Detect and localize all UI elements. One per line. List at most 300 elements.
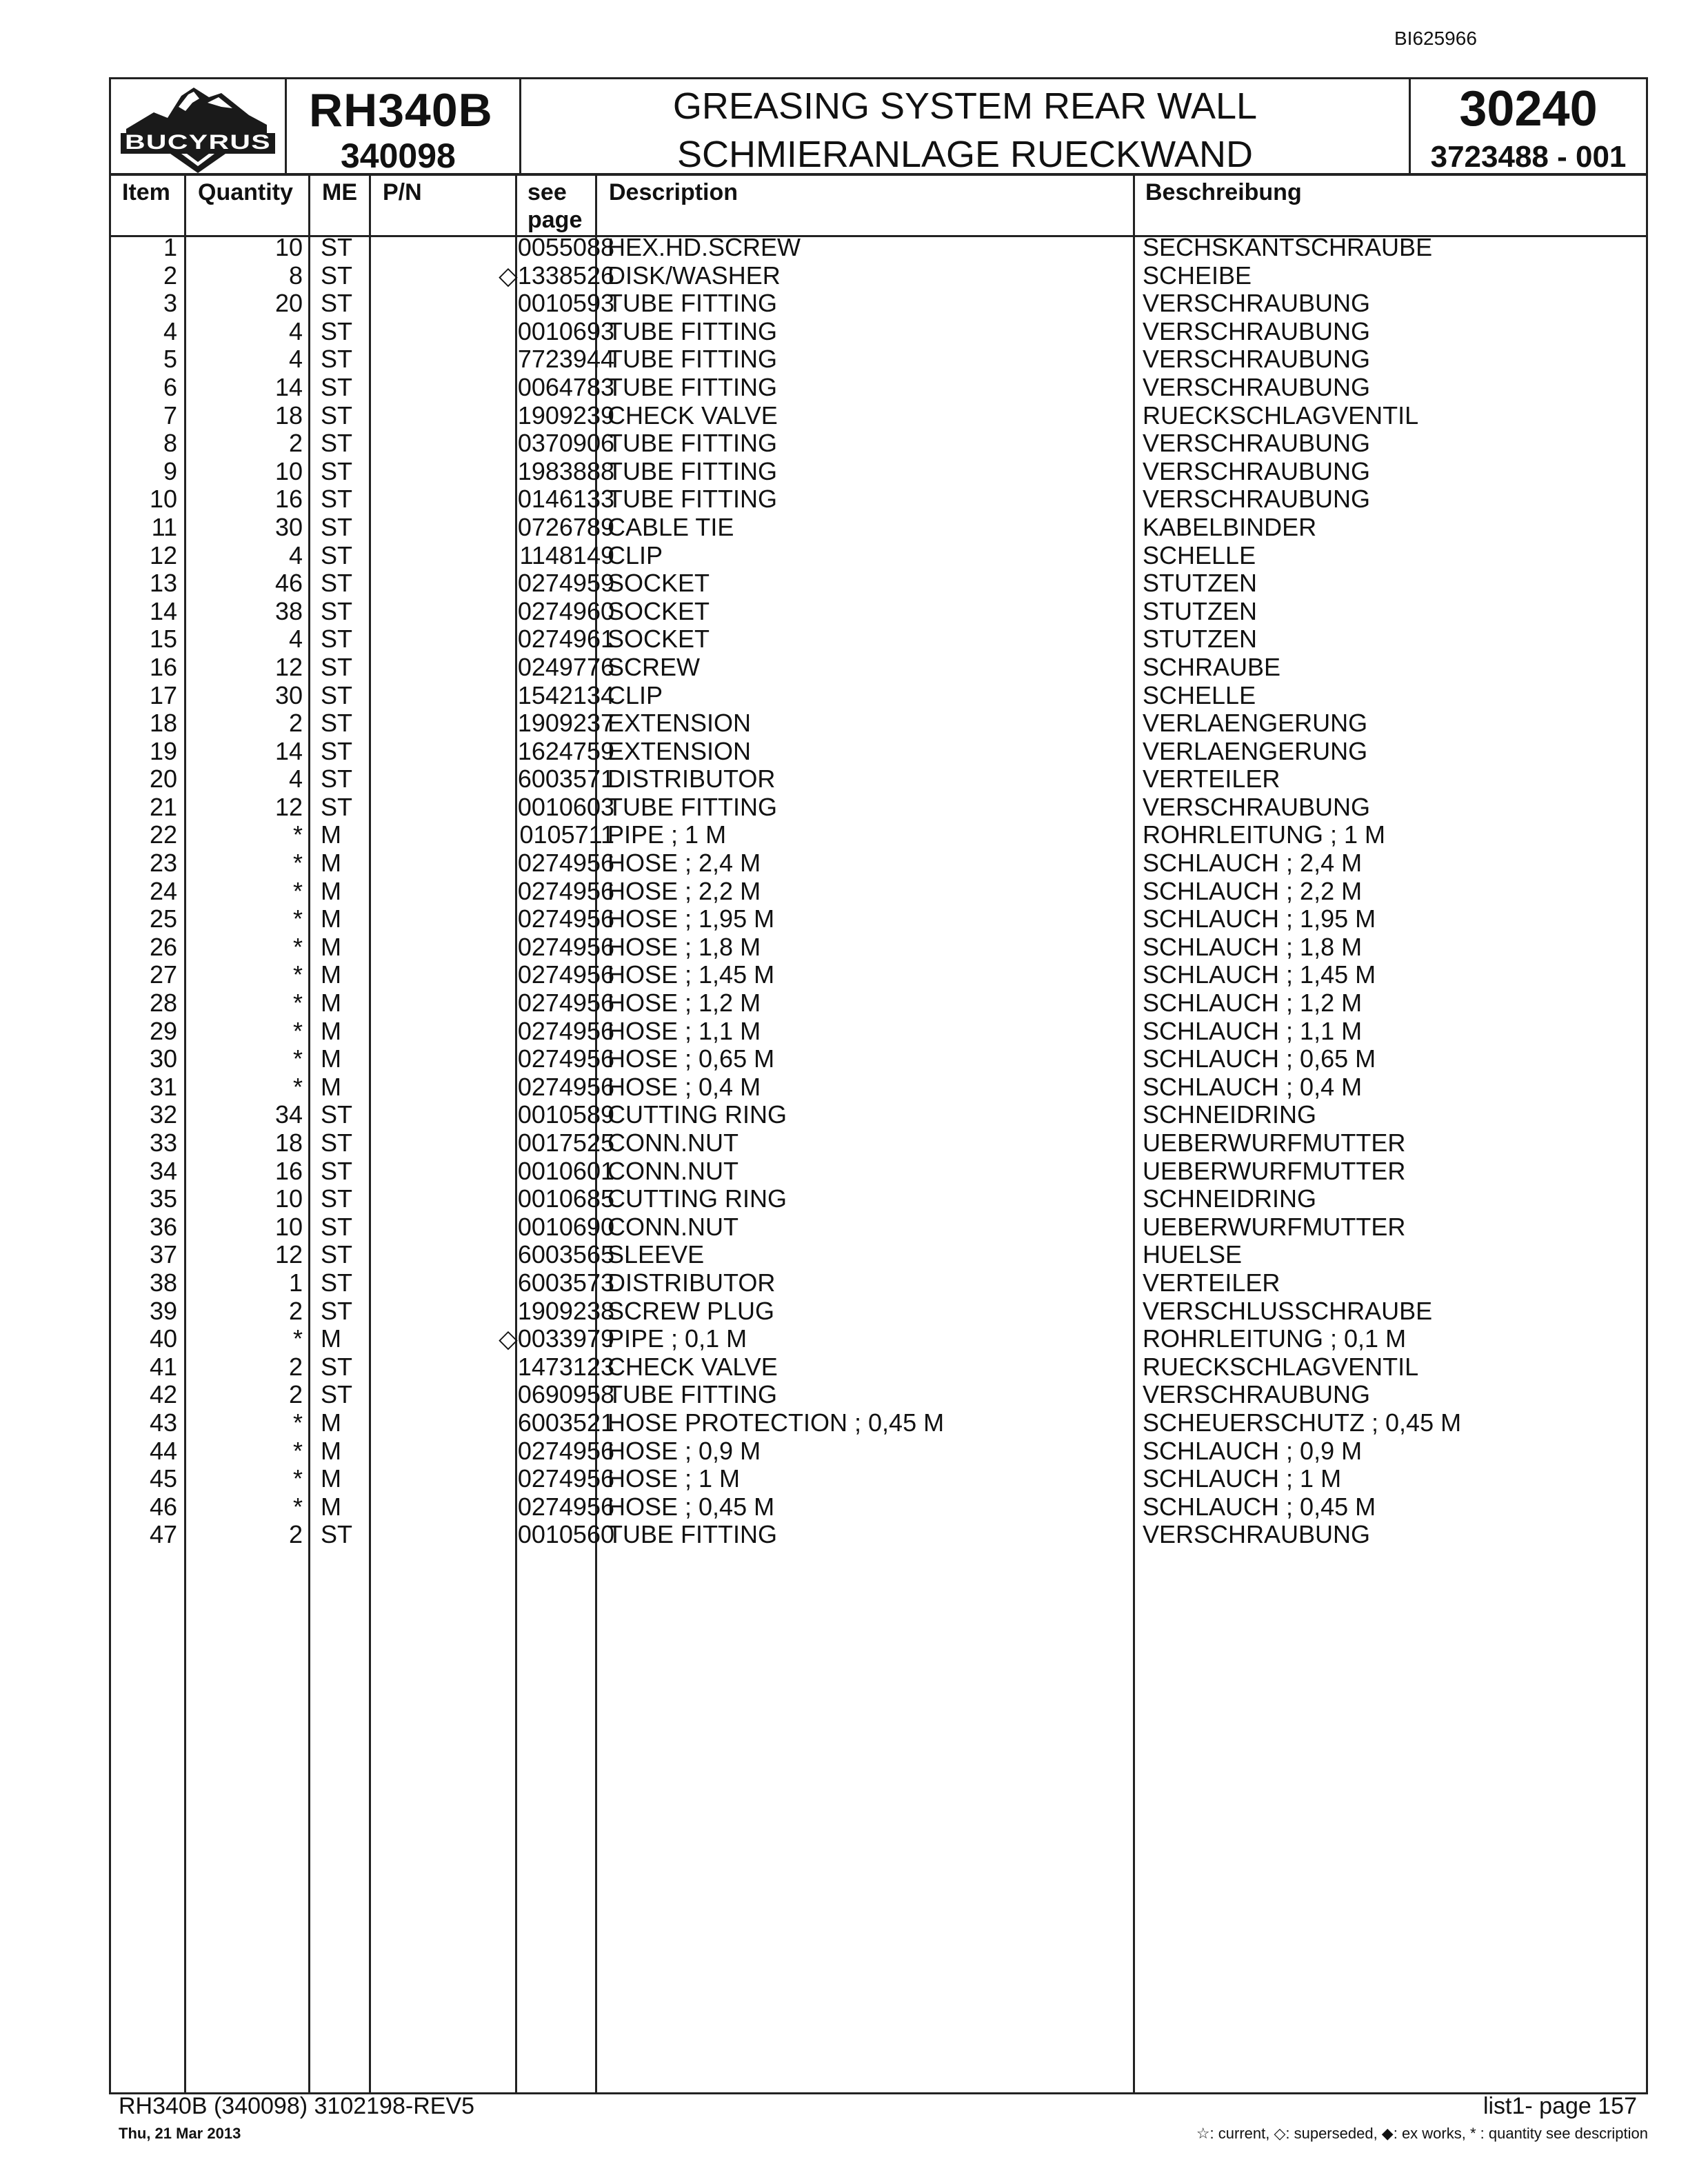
- logo-cell: [111, 79, 287, 173]
- cell-part-number: ◇1338526: [499, 261, 614, 290]
- cell-beschreibung: VERLAENGERUNG: [1143, 736, 1368, 765]
- cell-me: ST: [321, 261, 353, 290]
- cell-item: 36: [149, 1212, 177, 1241]
- cell-beschreibung: SCHNEIDRING: [1143, 1100, 1317, 1129]
- cell-me: ST: [321, 1352, 353, 1381]
- table-row: [111, 598, 1646, 626]
- cell-item: 6: [163, 372, 177, 401]
- cell-item: 46: [149, 1492, 177, 1521]
- cell-me: M: [321, 1436, 341, 1465]
- cell-part-number: 0274956: [517, 1492, 614, 1521]
- cell-part-number: 0274956: [517, 1044, 614, 1073]
- cell-part-number: 0274956: [517, 1436, 614, 1465]
- cell-item: 40: [149, 1324, 177, 1353]
- cell-item: 42: [149, 1380, 177, 1409]
- cell-item: 9: [163, 456, 177, 485]
- cell-description: HOSE ; 1 M: [607, 1464, 741, 1493]
- table-row: [111, 1073, 1646, 1102]
- table-row: [111, 485, 1646, 514]
- cell-item: 16: [149, 652, 177, 681]
- footer-reference: RH340B (340098) 3102198-REV5: [119, 2093, 475, 2119]
- cell-part-number: 0274956: [517, 849, 614, 878]
- cell-item: 17: [149, 680, 177, 709]
- cell-description: TUBE FITTING: [607, 289, 777, 318]
- cell-quantity: 2: [288, 709, 303, 738]
- cell-item: 20: [149, 765, 177, 793]
- cell-quantity: *: [292, 876, 303, 905]
- cell-quantity: 34: [274, 1100, 303, 1129]
- cell-quantity: *: [292, 849, 303, 878]
- cell-description: SCREW: [607, 652, 700, 681]
- cell-me: M: [321, 960, 341, 989]
- cell-item: 24: [149, 876, 177, 905]
- cell-me: ST: [321, 709, 353, 738]
- cell-description: CONN.NUT: [607, 1129, 738, 1157]
- cell-description: HOSE ; 1,95 M: [607, 904, 775, 933]
- cell-me: ST: [321, 680, 353, 709]
- cell-quantity: 38: [274, 596, 303, 625]
- cell-beschreibung: VERSCHRAUBUNG: [1143, 345, 1371, 374]
- cell-part-number: ◇0033979: [499, 1324, 614, 1353]
- model-name: RH340B: [309, 84, 493, 136]
- cell-me: ST: [321, 596, 353, 625]
- cell-item: 13: [149, 569, 177, 598]
- cell-beschreibung: VERSCHLUSSCHRAUBE: [1143, 1296, 1433, 1325]
- cell-description: SLEEVE: [607, 1240, 705, 1269]
- table-row: [111, 905, 1646, 933]
- table-row: [111, 1493, 1646, 1521]
- cell-item: 39: [149, 1296, 177, 1325]
- cell-part-number: 0017525: [517, 1129, 614, 1157]
- cell-quantity: 12: [274, 652, 303, 681]
- cell-me: M: [321, 876, 341, 905]
- bucyrus-logo: [111, 79, 285, 175]
- cell-part-number: 0274956: [517, 932, 614, 961]
- cell-description: SOCKET: [607, 596, 710, 625]
- table-row: [111, 1157, 1646, 1186]
- cell-item: 37: [149, 1240, 177, 1269]
- table-row: [111, 1101, 1646, 1129]
- cell-quantity: 16: [274, 1156, 303, 1185]
- cell-beschreibung: SCHNEIDRING: [1143, 1184, 1317, 1213]
- cell-beschreibung: SCHLAUCH ; 1,1 M: [1143, 1016, 1363, 1045]
- cell-me: ST: [321, 485, 353, 514]
- cell-description: TUBE FITTING: [607, 429, 777, 458]
- cell-beschreibung: SCHLAUCH ; 0,45 M: [1143, 1492, 1376, 1521]
- model-cell: [287, 79, 521, 173]
- cell-part-number: 0370906: [517, 429, 614, 458]
- cell-me: ST: [321, 792, 353, 821]
- cell-me: ST: [321, 1268, 353, 1297]
- table-row: [111, 514, 1646, 542]
- cell-item: 15: [149, 625, 177, 654]
- cell-description: CUTTING RING: [607, 1100, 787, 1129]
- cell-beschreibung: STUTZEN: [1143, 569, 1257, 598]
- cell-beschreibung: VERSCHRAUBUNG: [1143, 1520, 1371, 1549]
- cell-part-number: 0274959: [517, 569, 614, 598]
- cell-me: ST: [321, 456, 353, 485]
- table-row: [111, 458, 1646, 486]
- cell-beschreibung: SCHLAUCH ; 1,8 M: [1143, 932, 1363, 961]
- cell-item: 4: [163, 316, 177, 345]
- cell-item: 41: [149, 1352, 177, 1381]
- cell-description: TUBE FITTING: [607, 1520, 777, 1549]
- table-row: [111, 878, 1646, 906]
- cell-beschreibung: SCHLAUCH ; 2,4 M: [1143, 849, 1363, 878]
- cell-part-number: 0249776: [517, 652, 614, 681]
- cell-quantity: *: [292, 1492, 303, 1521]
- table-row: [111, 1297, 1646, 1326]
- table-row: [111, 1521, 1646, 1549]
- cell-me: ST: [321, 765, 353, 793]
- parts-table: [109, 174, 1648, 2094]
- cell-item: 23: [149, 849, 177, 878]
- cell-quantity: 2: [288, 429, 303, 458]
- cell-item: 35: [149, 1184, 177, 1213]
- footer-page: list1- page 157: [1483, 2093, 1637, 2119]
- cell-me: M: [321, 904, 341, 933]
- table-row: [111, 1353, 1646, 1382]
- cell-beschreibung: VERLAENGERUNG: [1143, 709, 1368, 738]
- cell-part-number: 0726789: [517, 512, 614, 541]
- table-row: [111, 961, 1646, 989]
- cell-description: TUBE FITTING: [607, 372, 777, 401]
- cell-me: M: [321, 1464, 341, 1493]
- cell-quantity: *: [292, 989, 303, 1018]
- table-row: [111, 1381, 1646, 1409]
- cell-me: ST: [321, 429, 353, 458]
- cell-beschreibung: SCHEUERSCHUTZ ; 0,45 M: [1143, 1408, 1462, 1437]
- cell-item: 38: [149, 1268, 177, 1297]
- cell-part-number: 6003521: [517, 1408, 614, 1437]
- table-row: [111, 234, 1646, 262]
- drawing-number: 3723488 - 001: [1430, 140, 1627, 174]
- group-number: 30240: [1459, 81, 1598, 136]
- cell-description: TUBE FITTING: [607, 456, 777, 485]
- cell-item: 30: [149, 1044, 177, 1073]
- table-row: [111, 738, 1646, 766]
- cell-description: CONN.NUT: [607, 1212, 738, 1241]
- cell-description: HEX.HD.SCREW: [607, 233, 801, 261]
- cell-part-number: 0010693: [517, 316, 614, 345]
- cell-quantity: 4: [288, 625, 303, 654]
- cell-description: TUBE FITTING: [607, 485, 777, 514]
- cell-item: 32: [149, 1100, 177, 1129]
- cell-quantity: *: [292, 820, 303, 849]
- cell-beschreibung: UEBERWURFMUTTER: [1143, 1212, 1406, 1241]
- table-row: [111, 821, 1646, 849]
- cell-beschreibung: SCHLAUCH ; 2,2 M: [1143, 876, 1363, 905]
- cell-me: M: [321, 1072, 341, 1101]
- cell-quantity: 18: [274, 401, 303, 429]
- table-row: [111, 793, 1646, 822]
- cell-description: TUBE FITTING: [607, 792, 777, 821]
- cell-beschreibung: UEBERWURFMUTTER: [1143, 1156, 1406, 1185]
- cell-beschreibung: VERSCHRAUBUNG: [1143, 1380, 1371, 1409]
- cell-description: TUBE FITTING: [607, 345, 777, 374]
- col-header-pn: P/N: [383, 179, 422, 205]
- cell-quantity: *: [292, 1464, 303, 1493]
- table-row: [111, 374, 1646, 402]
- cell-quantity: 10: [274, 456, 303, 485]
- cell-beschreibung: VERSCHRAUBUNG: [1143, 289, 1371, 318]
- cell-beschreibung: VERTEILER: [1143, 1268, 1280, 1297]
- cell-beschreibung: SCHLAUCH ; 1,95 M: [1143, 904, 1376, 933]
- col-header-me: ME: [322, 179, 357, 205]
- cell-me: ST: [321, 1212, 353, 1241]
- cell-item: 28: [149, 989, 177, 1018]
- cell-me: ST: [321, 1100, 353, 1129]
- table-row: [111, 1185, 1646, 1213]
- cell-me: ST: [321, 1240, 353, 1269]
- cell-me: ST: [321, 1520, 353, 1549]
- cell-me: ST: [321, 233, 353, 261]
- cell-quantity: 12: [274, 1240, 303, 1269]
- table-row: [111, 1213, 1646, 1242]
- cell-me: ST: [321, 540, 353, 569]
- cell-description: CUTTING RING: [607, 1184, 787, 1213]
- table-row: [111, 625, 1646, 654]
- cell-beschreibung: HUELSE: [1143, 1240, 1243, 1269]
- cell-quantity: 10: [274, 233, 303, 261]
- cell-item: 10: [149, 485, 177, 514]
- cell-part-number: 0274956: [517, 1016, 614, 1045]
- cell-me: M: [321, 1408, 341, 1437]
- cell-quantity: *: [292, 904, 303, 933]
- cell-beschreibung: VERSCHRAUBUNG: [1143, 316, 1371, 345]
- cell-item: 21: [149, 792, 177, 821]
- cell-me: ST: [321, 736, 353, 765]
- table-row: [111, 290, 1646, 318]
- title-german: SCHMIERANLAGE RUECKWAND: [676, 134, 1254, 175]
- cell-quantity: 8: [288, 261, 303, 290]
- table-row: [111, 765, 1646, 793]
- doc-id: BI625966: [1394, 28, 1477, 49]
- cell-me: ST: [321, 625, 353, 654]
- cell-description: HOSE ; 1,8 M: [607, 932, 761, 961]
- cell-item: 29: [149, 1016, 177, 1045]
- cell-part-number: 6003573: [517, 1268, 614, 1297]
- cell-quantity: *: [292, 1324, 303, 1353]
- cell-item: 43: [149, 1408, 177, 1437]
- cell-quantity: 14: [274, 736, 303, 765]
- cell-quantity: 2: [288, 1380, 303, 1409]
- cell-beschreibung: SCHLAUCH ; 0,65 M: [1143, 1044, 1376, 1073]
- cell-me: M: [321, 1492, 341, 1521]
- table-row: [111, 1269, 1646, 1297]
- cell-part-number: 0274960: [517, 596, 614, 625]
- cell-part-number: 1624759: [517, 736, 614, 765]
- cell-item: 7: [163, 401, 177, 429]
- cell-part-number: 0274956: [517, 904, 614, 933]
- cell-me: ST: [321, 652, 353, 681]
- cell-me: ST: [321, 345, 353, 374]
- cell-beschreibung: VERSCHRAUBUNG: [1143, 485, 1371, 514]
- cell-part-number: 0010690: [517, 1212, 614, 1241]
- cell-me: ST: [321, 1129, 353, 1157]
- cell-part-number: 6003571: [517, 765, 614, 793]
- cell-me: ST: [321, 401, 353, 429]
- cell-me: ST: [321, 1156, 353, 1185]
- cell-quantity: 10: [274, 1212, 303, 1241]
- cell-beschreibung: UEBERWURFMUTTER: [1143, 1129, 1406, 1157]
- cell-beschreibung: VERTEILER: [1143, 765, 1280, 793]
- cell-item: 11: [151, 512, 177, 541]
- cell-description: DISK/WASHER: [607, 261, 781, 290]
- cell-item: 44: [149, 1436, 177, 1465]
- cell-item: 5: [163, 345, 177, 374]
- cell-part-number: 0274956: [517, 1464, 614, 1493]
- cell-quantity: 4: [288, 765, 303, 793]
- cell-part-number: 1473123: [517, 1352, 614, 1381]
- cell-description: EXTENSION: [607, 709, 752, 738]
- cell-item: 14: [149, 596, 177, 625]
- cell-description: HOSE ; 0,9 M: [607, 1436, 761, 1465]
- cell-me: ST: [321, 316, 353, 345]
- table-row: [111, 318, 1646, 346]
- number-cell: [1411, 79, 1646, 173]
- cell-part-number: 0010589: [517, 1100, 614, 1129]
- col-header-see: see: [528, 179, 567, 205]
- cell-part-number: 0064783: [517, 372, 614, 401]
- cell-beschreibung: SCHLAUCH ; 0,9 M: [1143, 1436, 1363, 1465]
- table-row: [111, 654, 1646, 682]
- cell-me: ST: [321, 569, 353, 598]
- cell-beschreibung: VERSCHRAUBUNG: [1143, 372, 1371, 401]
- cell-item: 25: [149, 904, 177, 933]
- cell-item: 2: [163, 261, 177, 290]
- table-row: [111, 1409, 1646, 1437]
- model-number: 340098: [341, 136, 456, 175]
- table-row: [111, 262, 1646, 290]
- cell-item: 12: [149, 540, 177, 569]
- cell-beschreibung: SCHLAUCH ; 0,4 M: [1143, 1072, 1363, 1101]
- cell-beschreibung: SCHLAUCH ; 1,2 M: [1143, 989, 1363, 1018]
- cell-item: 27: [149, 960, 177, 989]
- cell-quantity: *: [292, 932, 303, 961]
- cell-quantity: 14: [274, 372, 303, 401]
- cell-beschreibung: SCHELLE: [1143, 680, 1256, 709]
- cell-quantity: 30: [274, 680, 303, 709]
- cell-part-number: 0274956: [517, 876, 614, 905]
- table-row: [111, 849, 1646, 878]
- table-row: [111, 709, 1646, 738]
- col-header-beschreibung: Beschreibung: [1145, 179, 1302, 205]
- cell-beschreibung: ROHRLEITUNG ; 0,1 M: [1143, 1324, 1407, 1353]
- svg-text:BUCYRUS: BUCYRUS: [125, 131, 271, 154]
- cell-description: TUBE FITTING: [607, 1380, 777, 1409]
- cell-description: PIPE ; 0,1 M: [607, 1324, 747, 1353]
- table-row: [111, 1437, 1646, 1466]
- cell-part-number: 1909239: [517, 401, 614, 429]
- cell-item: 33: [149, 1129, 177, 1157]
- cell-quantity: 20: [274, 289, 303, 318]
- cell-part-number: 0010685: [517, 1184, 614, 1213]
- cell-quantity: *: [292, 1408, 303, 1437]
- cell-part-number: 0105711: [519, 820, 614, 849]
- cell-item: 31: [149, 1072, 177, 1101]
- cell-me: M: [321, 1324, 341, 1353]
- cell-description: CLIP: [607, 680, 663, 709]
- table-row: [111, 542, 1646, 570]
- cell-part-number: 6003565: [517, 1240, 614, 1269]
- cell-item: 45: [149, 1464, 177, 1493]
- cell-part-number: 1983888: [517, 456, 614, 485]
- col-header-page: page: [528, 207, 583, 233]
- cell-quantity: 1: [288, 1268, 303, 1297]
- cell-me: M: [321, 1044, 341, 1073]
- cell-beschreibung: SCHEIBE: [1143, 261, 1252, 290]
- table-row: [111, 1465, 1646, 1493]
- cell-item: 1: [163, 233, 177, 261]
- cell-item: 34: [149, 1156, 177, 1185]
- cell-part-number: 0274961: [517, 625, 614, 654]
- cell-description: SOCKET: [607, 625, 710, 654]
- cell-item: 19: [149, 736, 177, 765]
- table-row: [111, 402, 1646, 430]
- cell-me: M: [321, 932, 341, 961]
- cell-part-number: 1909237: [517, 709, 614, 738]
- cell-item: 22: [149, 820, 177, 849]
- cell-quantity: 16: [274, 485, 303, 514]
- cell-beschreibung: SCHLAUCH ; 1 M: [1143, 1464, 1342, 1493]
- cell-description: TUBE FITTING: [607, 316, 777, 345]
- cell-part-number: 1542134: [517, 680, 614, 709]
- table-row: [111, 1129, 1646, 1157]
- cell-quantity: 4: [288, 540, 303, 569]
- cell-me: ST: [321, 372, 353, 401]
- cell-description: HOSE PROTECTION ; 0,45 M: [607, 1408, 945, 1437]
- cell-part-number: 0010560: [517, 1520, 614, 1549]
- table-row: [111, 933, 1646, 962]
- cell-quantity: 18: [274, 1129, 303, 1157]
- cell-part-number: 7723944: [517, 345, 614, 374]
- cell-beschreibung: SECHSKANTSCHRAUBE: [1143, 233, 1433, 261]
- cell-description: CLIP: [607, 540, 663, 569]
- title-english: GREASING SYSTEM REAR WALL: [672, 85, 1258, 127]
- cell-me: M: [321, 849, 341, 878]
- cell-me: ST: [321, 512, 353, 541]
- header-box: [109, 77, 1648, 175]
- cell-part-number: 0274956: [517, 960, 614, 989]
- table-row: [111, 429, 1646, 458]
- cell-me: M: [321, 989, 341, 1018]
- cell-beschreibung: VERSCHRAUBUNG: [1143, 792, 1371, 821]
- cell-quantity: 30: [274, 512, 303, 541]
- cell-quantity: *: [292, 1436, 303, 1465]
- table-row: [111, 1325, 1646, 1353]
- cell-beschreibung: SCHRAUBE: [1143, 652, 1281, 681]
- cell-description: HOSE ; 1,45 M: [607, 960, 775, 989]
- cell-beschreibung: STUTZEN: [1143, 596, 1257, 625]
- cell-item: 8: [163, 429, 177, 458]
- cell-quantity: 46: [274, 569, 303, 598]
- col-header-item: Item: [122, 179, 170, 205]
- cell-part-number: 1148149: [519, 540, 614, 569]
- cell-beschreibung: VERSCHRAUBUNG: [1143, 456, 1371, 485]
- cell-description: CONN.NUT: [607, 1156, 738, 1185]
- footer-legend: ☆: current, ◇: superseded, ◆: ex works, * : quantity see description: [1196, 2125, 1648, 2142]
- cell-part-number: 0274956: [517, 1072, 614, 1101]
- cell-description: DISTRIBUTOR: [607, 765, 776, 793]
- cell-item: 47: [149, 1520, 177, 1549]
- cell-part-number: 1909238: [517, 1296, 614, 1325]
- cell-description: CHECK VALVE: [607, 401, 778, 429]
- cell-me: ST: [321, 289, 353, 318]
- cell-description: DISTRIBUTOR: [607, 1268, 776, 1297]
- cell-beschreibung: ROHRLEITUNG ; 1 M: [1143, 820, 1386, 849]
- cell-quantity: 2: [288, 1352, 303, 1381]
